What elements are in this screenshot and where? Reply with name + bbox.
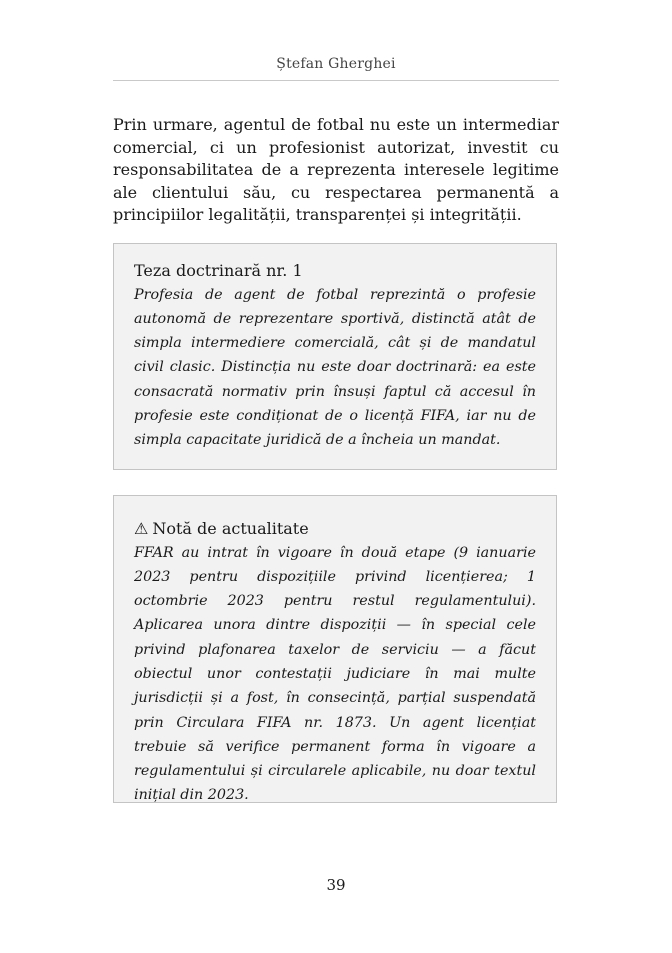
doctrinal-thesis-box bbox=[113, 243, 557, 470]
update-note-heading bbox=[134, 518, 536, 541]
doctrinal-thesis-text: Profesia de agent de fotbal reprezintă o profesie autonomă de reprezentare sportivă, distinctă atât de simpla intermediere comercială, cât și de mandatul civil clasic. Distincția nu este doar doctrinară: ea este consacrată normativ prin însuși faptul că accesul în profesie este condiționat de o licență FIFA, iar nu de simpla capacitate juridică de a încheia un mandat. bbox=[134, 286, 536, 449]
body-paragraph: Prin urmare, agentul de fotbal nu este un intermediar comercial, ci un profesionist autorizat, investit cu responsabilitatea de a reprezenta interesele legitime ale clientului său, cu respectarea permanentă a principiilor legalității, transparenței și integrității. bbox=[113, 115, 559, 224]
update-note-box bbox=[113, 495, 557, 803]
update-note-title: Notă de actualitate bbox=[152, 519, 309, 538]
doctrinal-thesis-title: Teza doctrinară nr. 1 bbox=[134, 261, 303, 280]
update-note-text: FFAR au intrat în vigoare în două etape (9 ianuarie 2023 pentru dispozițiile privind licențierea; 1 octombrie 2023 pentru restul regulamentului). Aplicarea unora dintre dispoziții — în special cele privind plafonarea taxelor de serviciu — a făcut obiectul unor contestații judiciare în mai multe jurisdicții și a fost, în consecință, parțial suspendată prin Circulara FIFA nr. 1873. Un agent licențiat trebuie să verifice permanent forma în vigoare a regulamentului și circularele aplicabile, nu doar textul inițial din 2023. bbox=[134, 544, 536, 804]
header-divider bbox=[113, 80, 559, 81]
running-header-author: Ștefan Gherghei bbox=[276, 56, 396, 72]
page-number: 39 bbox=[326, 876, 346, 894]
warning-icon: ⚠ bbox=[134, 519, 149, 538]
